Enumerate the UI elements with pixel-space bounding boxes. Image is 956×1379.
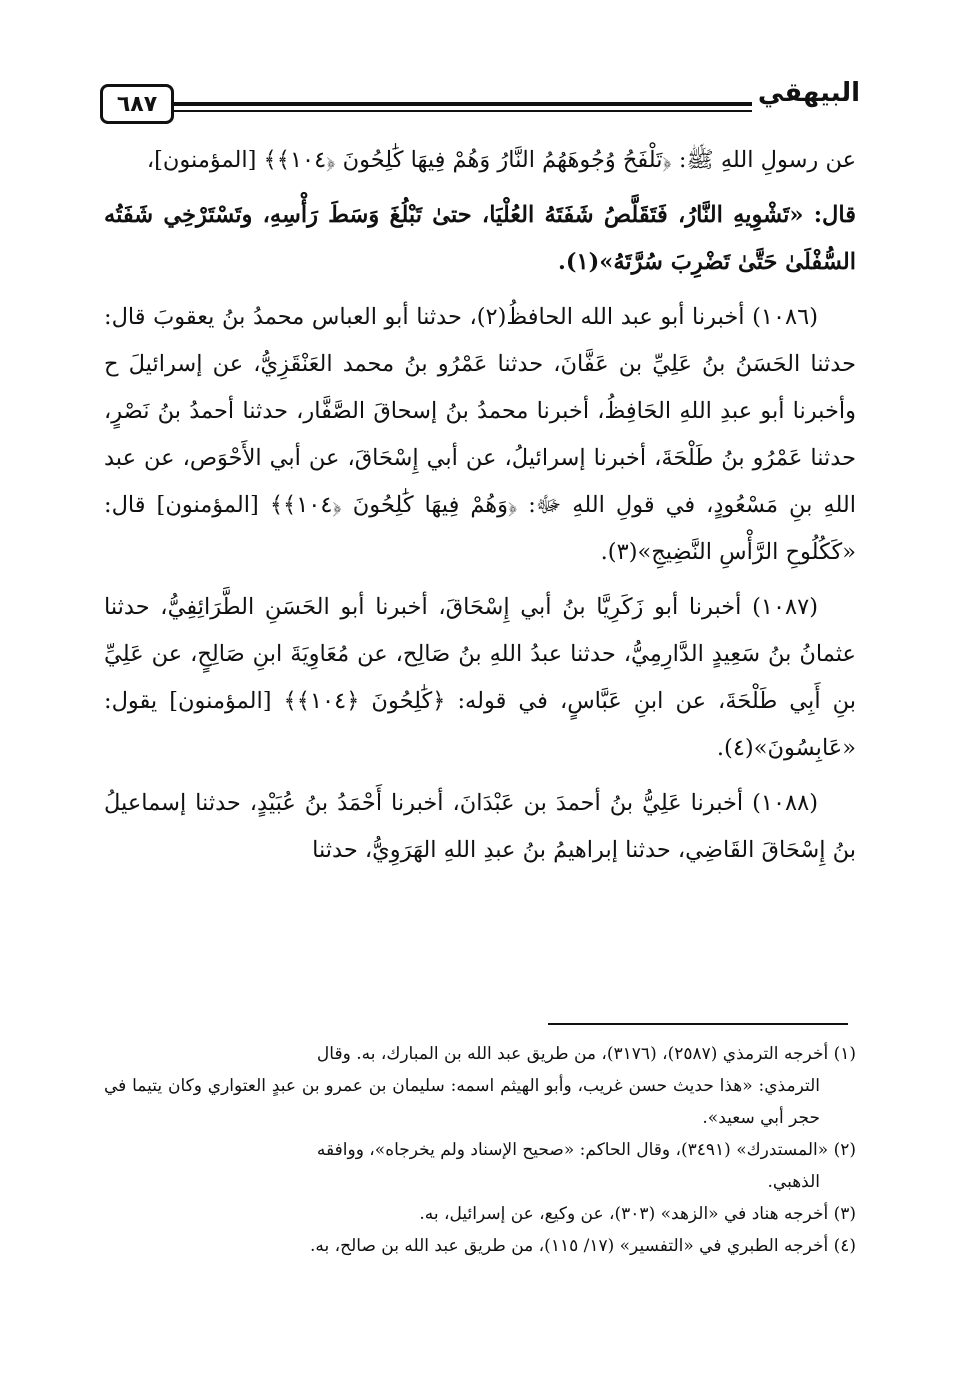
paragraph-1087: (١٠٨٧) أخبرنا أبو زَكَرِيَّا بنُ أبي إِسْحَاقَ، أخبرنا أبو الحَسَنِ الطَّرَائِفِيُّ، حدثنا عثمانُ بنُ سَعِيدٍ الدَّارِمِيُّ، حدثنا عبدُ اللهِ بنُ صَالِح، عن مُعَاوِيَةَ ابنِ صَالِحٍ، عن عَلِيِّ بنِ أَبِي طَلْحَةَ، عن ابنِ عَبَّاسٍ، في قوله: ﴿كَٰلِحُونَ ﴿١٠٤﴾﴾ [المؤمنون] يقول: «عَابِسُونَ»(٤). [104, 594, 857, 761]
footnote-3 [104, 1198, 856, 1230]
footnote-2 [104, 1134, 856, 1198]
page-header [100, 78, 860, 128]
header-rule-thin [172, 110, 752, 112]
footnote-1 [104, 1038, 856, 1134]
footnotes [104, 1038, 856, 1262]
footnote-4-text: (٤) أخرجه الطبري في «التفسير» (١٧/ ١١٥)، من طريق عبد الله بن صالح، به. [309, 1236, 856, 1256]
footnote-separator [548, 1023, 848, 1025]
paragraph-1-line-1: عن رسولِ اللهِ ﷺ: ﴿تَلْفَحُ وُجُوهَهُمُ النَّارُ وَهُمْ فِيهَا كَٰلِحُونَ ﴿١٠٤﴾﴾ [المؤمنون]، [146, 147, 856, 173]
footnote-1-continuation: الترمذي: «هذا حديث حسن غريب، وأبو الهيثم اسمه: سليمان بن عمرو بن عبدٍ العتواري وكان يتيما في حجر أبي سعيد». [104, 1076, 820, 1128]
footnote-2-first-line: (٢) «المستدرك» (٣٤٩١)، وقال الحاكم: «صحيح الإسناد ولم يخرجاه»، ووافقه [316, 1140, 856, 1160]
footnote-1-first-line: (١) أخرجه الترمذي (٢٥٨٧)، (٣١٧٦)، من طريق عبد الله بن المبارك، به. وقال [316, 1044, 856, 1064]
footnote-4 [104, 1230, 856, 1262]
paragraph-1088: (١٠٨٨) أخبرنا عَلِيُّ بنُ أحمدَ بن عَبْدَانَ، أخبرنا أَحْمَدُ بنُ عُبَيْدٍ، حدثنا إسماعيلُ بنُ إِسْحَاقَ القَاضِي، حدثنا إبراهيمُ بنُ عبدِ اللهِ الهَرَوِيُّ، حدثنا [104, 790, 856, 863]
running-title: البيهقي [757, 78, 860, 108]
footnote-3-text: (٣) أخرجه هناد في «الزهد» (٣٠٣)، عن وكيع، عن إسرائيل، به. [419, 1204, 856, 1224]
paragraph-1-quote: قال: «تَشْوِيهِ النَّارُ، فَتَقَلَّصُ شَفَتَهُ العُلْيَا، حتىٰ تَبْلُغَ وَسَطَ رَأْسِهِ، وتَسْتَرْخِي شَفَتُه السُّفْلَىٰ حَتَّىٰ تَضْرِبَ سُرَّتَهُ»(١). [104, 202, 856, 275]
header-rule-thick [172, 102, 752, 106]
main-text [104, 137, 856, 882]
paragraph-1086: (١٠٨٦) أخبرنا أبو عبد الله الحافظُ(٢)، حدثنا أبو العباس محمدُ بنُ يعقوبَ قال: حدثنا الحَسَنُ بنُ عَلِيِّ بن عَفَّانَ، حدثنا عَمْرُو بنُ محمد العَنْقَزِيُّ، عن إسرائيلَ ح وأخبرنا أبو عبدِ اللهِ الحَافِظُ، أخبرنا محمدُ بنُ إسحاقَ الصَّفَّار، حدثنا أحمدُ بنُ نَصْرٍ، حدثنا عَمْرُو بنُ طَلْحَةَ، أخبرنا إسرائيلُ، عن أبي إِسْحَاقَ، عن أبي الأَحْوَص، عن عبد اللهِ بنِ مَسْعُودٍ، في قولِ اللهِ ﷻ: ﴿وَهُمْ فِيهَا كَٰلِحُونَ ﴿١٠٤﴾﴾ [المؤمنون] قال: «كَكُلُوحِ الرَّأْسِ النَّضِيجِ»(٣). [104, 304, 857, 565]
footnote-2-continuation: الذهبي. [767, 1172, 820, 1192]
page-number: ٦٨٧ [100, 84, 174, 124]
